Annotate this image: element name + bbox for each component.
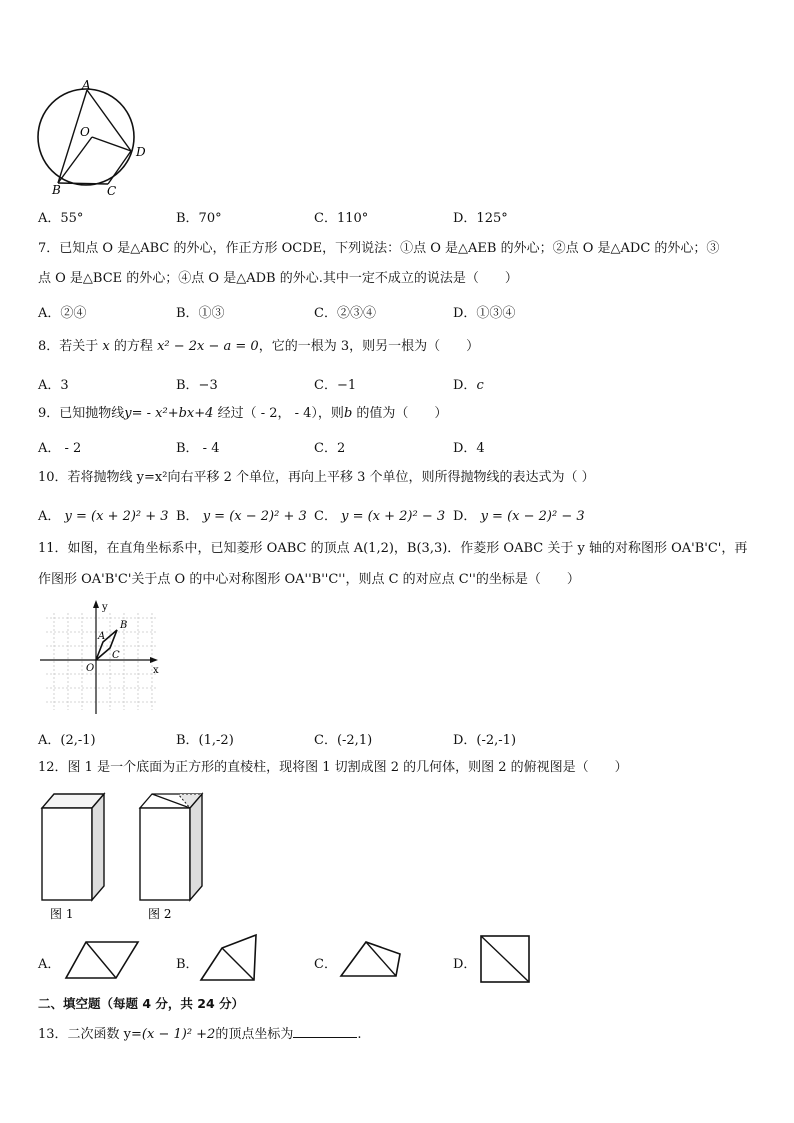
q10-option-d-label: D． — [453, 509, 477, 524]
q10-option-c-formula: y = (x + 2)² − 3 — [341, 509, 446, 524]
q7-line2: 点 O 是△BCE 的外心；④点 O 是△ADB 的外心.其中一定不成立的说法是（ ） — [38, 271, 518, 286]
q10-option-b-formula: y = (x − 2)² + 3 — [202, 509, 307, 524]
q10-option-a-label: A． — [38, 509, 61, 524]
q7-option-c[interactable]: C．②③④ — [314, 306, 376, 321]
q11-option-c[interactable]: C．(-2,1) — [314, 733, 373, 748]
label-a: A — [82, 78, 91, 92]
q12-option-c[interactable]: C． — [314, 957, 337, 972]
q8-equation: x² − 2x − a = 0 — [157, 339, 259, 354]
label-o: O — [80, 125, 90, 139]
q10-option-d-formula: y = (x − 2)² − 3 — [480, 509, 585, 524]
q11-line1: 11．如图，在直角坐标系中，已知菱形 OABC 的顶点 A(1,2)，B(3,3)．作菱形 OABC 关于 y 轴的对称图形 OA'B'C'，再 — [38, 541, 748, 556]
q9-equation: y= - x²+bx+4 — [124, 406, 214, 421]
q7-option-b[interactable]: B．①③ — [176, 306, 225, 321]
axis-y-label: y — [102, 602, 108, 613]
q8-question — [38, 338, 479, 356]
q6-option-c[interactable]: C．110° — [314, 211, 369, 226]
q12-option-d[interactable]: D． — [453, 957, 477, 972]
point-o-label: O — [86, 663, 95, 674]
q6-option-d[interactable]: D．125° — [453, 211, 508, 226]
q13-end: . — [357, 1027, 362, 1042]
q9-prefix: 9．已知抛物线 — [38, 406, 125, 421]
q7-line1: 7．已知点 O 是△ABC 的外心，作正方形 OCDE，下列说法：①点 O 是△AEB 的外心；②点 O 是△ADC 的外心；③ — [38, 241, 720, 256]
point-c-label: C — [112, 650, 120, 661]
fig2-caption: 图 2 — [148, 907, 172, 921]
q12-question: 12．图 1 是一个底面为正方形的直棱柱，现将图 1 切割成图 2 的几何体，则图 2 的俯视图是（ ） — [38, 760, 628, 775]
q12-figure-1 — [34, 790, 114, 924]
q11-coordinate-figure — [36, 598, 166, 718]
q10-option-b-label: B． — [176, 509, 199, 524]
axis-x-label: x — [153, 665, 159, 676]
q12-option-a[interactable]: A． — [38, 957, 61, 972]
q13-suffix: 的顶点坐标为 — [215, 1027, 294, 1042]
q9-suffix: 的值为（ ） — [356, 406, 448, 421]
q10-option-a[interactable] — [38, 505, 169, 524]
q6-option-b[interactable]: B．70° — [176, 211, 222, 226]
q12-option-d-figure — [477, 932, 533, 986]
q11-option-b[interactable]: B．(1,-2) — [176, 733, 234, 748]
label-b: B — [52, 183, 61, 197]
q13-prefix: 13．二次函数 y= — [38, 1027, 142, 1042]
q9-option-d[interactable]: D．4 — [453, 441, 485, 456]
q11-option-a[interactable]: A．(2,-1) — [38, 733, 96, 748]
q9-var: b — [343, 406, 353, 421]
q10-option-d[interactable] — [453, 505, 585, 524]
q12-figure-2 — [134, 790, 214, 924]
q13-question — [38, 1025, 362, 1044]
q10-option-c-label: C． — [314, 509, 337, 524]
q10-question: 10．若将抛物线 y=x²向右平移 2 个单位，再向上平移 3 个单位，则所得抛物线的表达式为（ ） — [38, 470, 595, 485]
q10-option-b[interactable] — [176, 505, 307, 524]
q11-line2: 作图形 OA'B'C'关于点 O 的中心对称图形 OA''B''C''，则点 C 的对应点 C''的坐标是（ ） — [38, 572, 580, 587]
q8-mid: 的方程 — [113, 339, 153, 354]
q7-option-a[interactable]: A．②④ — [38, 306, 87, 321]
q9-option-c[interactable]: C．2 — [314, 441, 346, 456]
point-b-label: B — [120, 620, 128, 631]
q7-option-d[interactable]: D．①③④ — [453, 306, 516, 321]
q8-prefix: 8．若关于 — [38, 339, 99, 354]
q8-var: x — [102, 339, 110, 354]
q12-option-c-figure — [338, 938, 410, 982]
q9-mid: 经过（ - 2， - 4），则 — [217, 406, 344, 421]
q10-option-c[interactable] — [314, 505, 445, 524]
point-a-label: A — [98, 631, 106, 642]
q8-option-b[interactable]: B．−3 — [176, 378, 218, 393]
q8-option-d-var: c — [476, 378, 484, 393]
q11-option-d[interactable]: D．(-2,-1) — [453, 733, 517, 748]
q9-option-a[interactable]: A． - 2 — [38, 441, 82, 456]
label-d: D — [136, 145, 146, 159]
q12-option-b-figure — [198, 932, 260, 984]
q9-option-b[interactable]: B． - 4 — [176, 441, 220, 456]
q6-circle-figure — [30, 78, 160, 198]
q6-option-a[interactable]: A．55° — [38, 211, 84, 226]
q10-option-a-formula: y = (x + 2)² + 3 — [64, 509, 169, 524]
q12-option-a-figure — [62, 938, 142, 982]
q8-suffix: ，它的一根为 3，则另一根为（ ） — [258, 339, 480, 354]
q8-option-a[interactable]: A．3 — [38, 378, 69, 393]
q13-answer-blank[interactable] — [293, 1025, 357, 1038]
q9-question — [38, 405, 447, 423]
label-c: C — [107, 184, 117, 198]
q8-option-d-label: D． — [453, 378, 477, 393]
q8-option-c[interactable]: C．−1 — [314, 378, 357, 393]
section-title: 二、填空题（每题 4 分，共 24 分） — [38, 996, 245, 1011]
q8-option-d[interactable] — [453, 374, 484, 393]
q13-formula: (x − 1)² +2 — [141, 1027, 216, 1042]
q12-option-b[interactable]: B． — [176, 957, 199, 972]
fig1-caption: 图 1 — [50, 907, 74, 921]
